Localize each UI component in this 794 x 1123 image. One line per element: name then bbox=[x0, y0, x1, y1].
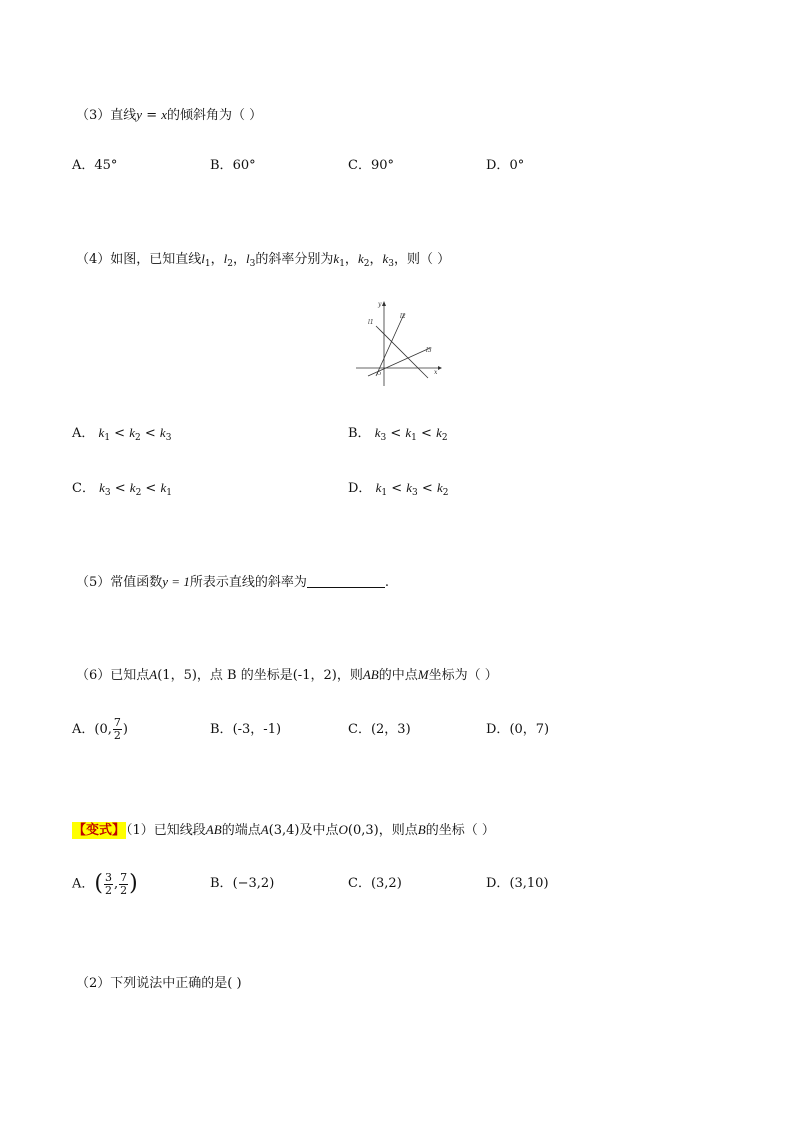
question-6-stem: （6）已知点A(1，5)，点 B 的坐标是(-1，2)，则AB的中点M坐标为（ ） bbox=[76, 667, 498, 683]
q6-option-c: C．(2，3) bbox=[348, 722, 411, 737]
y-axis-arrow bbox=[382, 301, 386, 306]
q3-option-c: C．90° bbox=[348, 158, 394, 173]
variant-q1-option-b: B．(−3,2) bbox=[210, 876, 275, 891]
lines-figure bbox=[354, 298, 444, 388]
label-l3: l3 bbox=[426, 347, 432, 354]
question-3-stem: （3）直线y = x的倾斜角为（ ） bbox=[76, 107, 263, 123]
q6-option-a: A．(0, $\frac{7}{2}$ ) bbox=[72, 716, 128, 742]
line-l1 bbox=[376, 314, 404, 376]
q6-option-b: B．(-3，-1) bbox=[210, 722, 282, 737]
variant-q1-option-d: D．(3,10) bbox=[486, 876, 549, 891]
variant-q1-option-c: C．(3,2) bbox=[348, 876, 402, 891]
label-x: x bbox=[434, 369, 438, 376]
q3-option-b: B．60° bbox=[210, 158, 256, 173]
q4-option-d: D． $k_1 < k_3 < k_2$ bbox=[348, 480, 449, 498]
question-4-stem: （4）如图，已知直线$l_1$，$l_2$，$l_3$的斜率分别为$k_1$，$k_2$，$k_3$，则（ ） bbox=[76, 251, 451, 269]
q4-option-a: A． $k_1 < k_2 < k_3$ bbox=[72, 425, 172, 443]
q3-option-a: A．45° bbox=[72, 158, 118, 173]
label-l2: l2 bbox=[400, 313, 406, 320]
q3-option-d: D．0° bbox=[486, 158, 525, 173]
q6-option-d: D．(0，7) bbox=[486, 722, 550, 737]
label-origin: O bbox=[377, 371, 382, 377]
variant-q2-stem: （2）下列说法中正确的是( ) bbox=[76, 976, 242, 991]
label-y: y bbox=[378, 301, 382, 308]
x-axis-arrow bbox=[438, 366, 442, 370]
variant-q1-stem: 【变式】（1）已知线段AB的端点A(3,4)及中点O(0,3)，则点B的坐标（ ） bbox=[73, 822, 495, 838]
fraction: $\frac{7}{2}$ bbox=[113, 716, 121, 742]
fraction: $\frac{7}{2}$ bbox=[120, 870, 128, 897]
question-5-stem: （5）常值函数y = 1所表示直线的斜率为 . bbox=[76, 574, 389, 590]
q4-option-b: B． $k_3 < k_1 < k_2$ bbox=[348, 425, 448, 443]
label-l1: l1 bbox=[368, 319, 374, 326]
answer-blank[interactable] bbox=[307, 575, 385, 588]
fraction: $\frac{3}{2}$ bbox=[104, 870, 112, 897]
variant-tag: 【变式】 bbox=[73, 823, 126, 838]
variant-q1-option-a: A．( $\frac{3}{2}$ , $\frac{7}{2}$ ) bbox=[72, 870, 138, 897]
q4-option-c: C． $k_3 < k_2 < k_1$ bbox=[72, 480, 172, 498]
